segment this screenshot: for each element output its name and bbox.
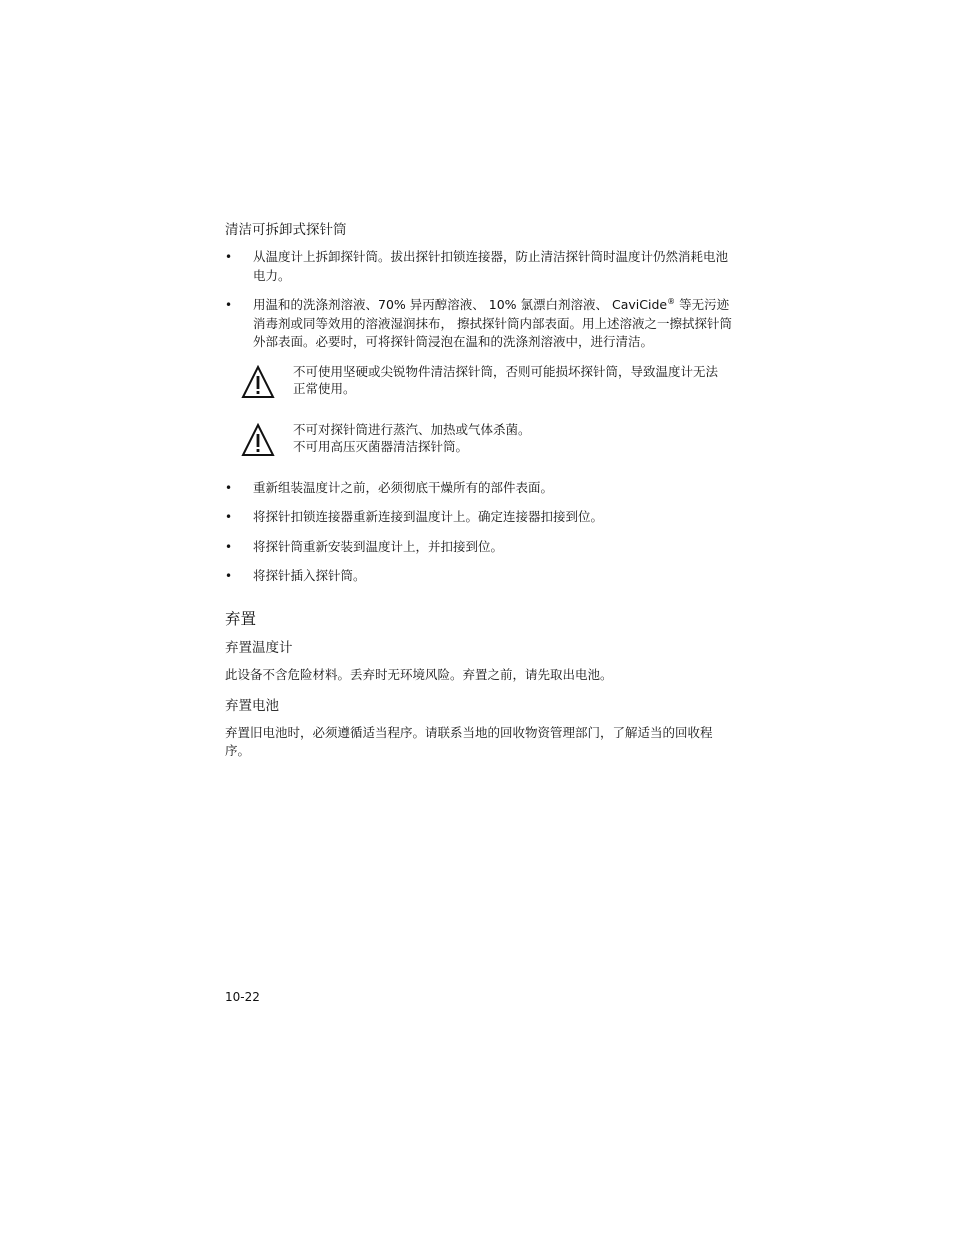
warning-triangle-icon (241, 423, 275, 457)
warning-line: 不可用高压灭菌器清洁探针筒。 (293, 439, 469, 454)
battery-disposal-text: 弃置旧电池时，必须遵循适当程序。请联系当地的回收物资管理部门，了解适当的回收程序。 (225, 724, 713, 758)
percentage-value: 10% (488, 297, 517, 312)
thermometer-disposal-text: 此设备不含危险材料。丢弃时无环境风险。弃置之前，请先取出电池。 (225, 666, 613, 682)
list-item-text-part: 等无污迹消毒剂或同等效用的溶液湿润抹布， 擦拭探针筒内部表面。用上述溶液之一擦拭探针筒外部表面。必要时，可将探针筒浸泡在温和的洗涤剂溶液中，进行清洁。 (253, 297, 732, 349)
list-item (225, 538, 735, 557)
list-item (225, 248, 735, 285)
warning-block (241, 421, 735, 457)
reassembly-steps-list (225, 479, 735, 586)
list-item-text-part: 异丙醇溶液、 (405, 297, 489, 312)
bullet-icon: • (225, 510, 233, 524)
warning-line: 不可使用坚硬或尖锐物件清洁探针筒，否则可能损坏探针筒，导致温度计无法正常使用。 (293, 363, 719, 396)
warning-block (241, 363, 735, 399)
warning-line: 不可对探针筒进行蒸汽、加热或气体杀菌。 (293, 421, 531, 437)
list-item (225, 479, 735, 498)
list-item-text: 将探针插入探针筒。 (253, 568, 366, 583)
list-item-text: 将探针筒重新安装到温度计上，并扣接到位。 (253, 538, 504, 554)
page-number: 10-22 (225, 990, 260, 1004)
list-item-text: 将探针扣锁连接器重新连接到温度计上。确定连接器扣接到位。 (253, 509, 604, 524)
subsection-title-thermometer-disposal: 弃置温度计 (225, 639, 293, 656)
warning-text (293, 363, 723, 398)
registered-mark: ® (667, 296, 676, 306)
bullet-icon: • (225, 480, 233, 495)
section-title-disposal: 弃置 (225, 609, 257, 628)
warning-text (293, 421, 723, 456)
list-item-text-part: 用温和的洗涤剂溶液、 (253, 297, 379, 312)
list-item-text-part: 氯漂白剂溶液、 (516, 297, 613, 312)
list-item (225, 296, 735, 352)
document-page (225, 220, 735, 772)
warning-triangle-icon (241, 365, 275, 399)
bullet-icon: • (225, 539, 233, 554)
cleaning-steps-list (225, 248, 735, 352)
bullet-icon: • (225, 298, 233, 312)
list-item-text: 重新组装温度计之前，必须彻底干燥所有的部件表面。 (253, 479, 554, 495)
list-item (225, 508, 735, 527)
section-title-clean-probe-well: 清洁可拆卸式探针筒 (225, 222, 347, 238)
list-item-text: 从温度计上拆卸探针筒。拔出探针扣锁连接器，防止清洁探针筒时温度计仍然消耗电池电力。 (253, 249, 729, 283)
bullet-icon: • (225, 569, 233, 583)
percentage-value: 70% (378, 297, 406, 312)
brand-name: CaviCide (612, 297, 668, 312)
bullet-icon: • (225, 250, 233, 264)
list-item (225, 567, 735, 586)
subsection-title-battery-disposal: 弃置电池 (225, 697, 279, 714)
